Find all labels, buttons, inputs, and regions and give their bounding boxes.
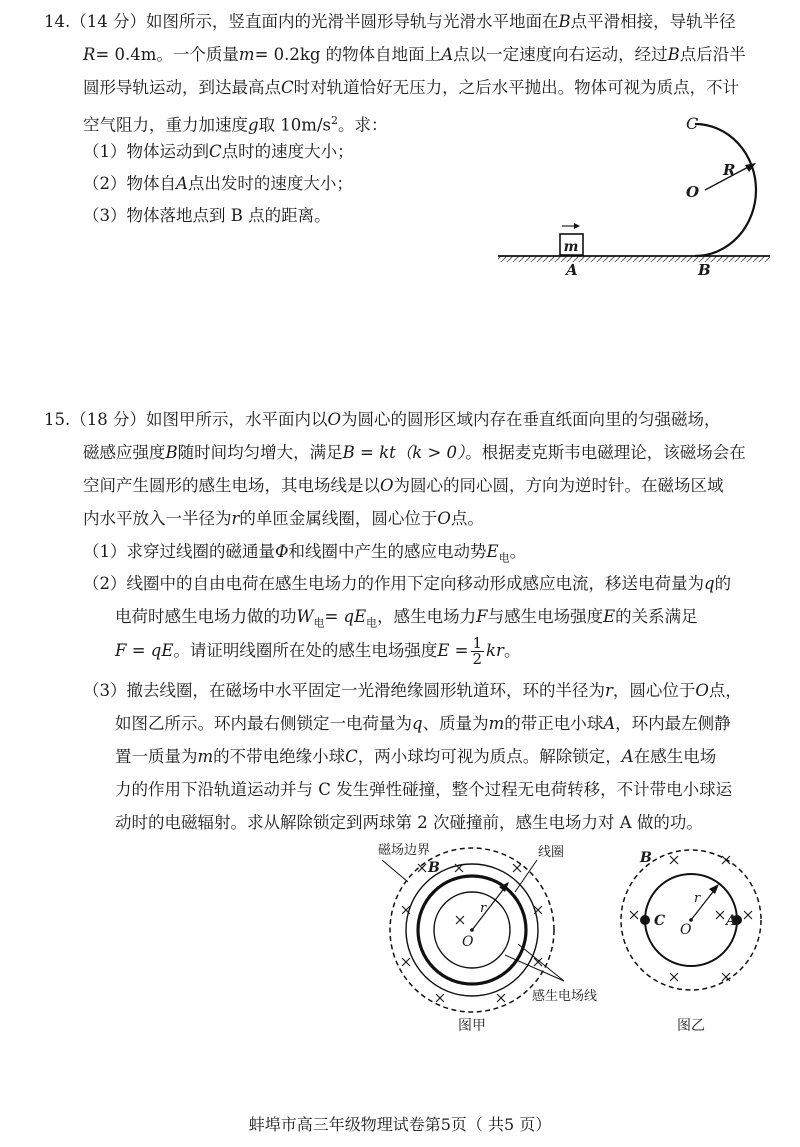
q15-var: O: [380, 476, 394, 495]
q15-var: E: [603, 607, 616, 626]
q15-text: 的: [714, 574, 732, 593]
q15-text: 电荷时感生电场力做的功: [115, 607, 297, 626]
q14-text: 时对轨道恰好无压力，之后水平抛出。物体可视为质点，不计: [293, 78, 740, 97]
q14-line-3: [83, 78, 739, 98]
q15-subscript: 电: [313, 616, 325, 630]
q15-text: 、质量为: [422, 714, 489, 733]
q14-text: 。求：: [337, 115, 388, 135]
q15-sub-2-line-1: [83, 574, 731, 594]
q15-var: O: [327, 410, 342, 429]
q14-line-4: [83, 111, 387, 136]
q14-var: g: [248, 115, 259, 135]
q15-text: 和线圈中产生的感应电动势: [288, 542, 487, 561]
q15-formula: E =: [437, 641, 469, 660]
q14-line-1: [44, 12, 736, 32]
q15-var: Φ: [275, 542, 289, 561]
q14-text: 点时的速度大小；: [221, 142, 354, 161]
q14-superscript: 2: [330, 114, 338, 127]
boundary-leader: [382, 860, 408, 882]
q15-text: ，感生电场力: [377, 607, 477, 626]
label-B: B: [698, 261, 711, 279]
q15-text: ，圆心位于: [612, 681, 696, 700]
q15-var: W: [296, 607, 314, 626]
q15-var: E: [486, 542, 499, 561]
q14-var: R: [83, 45, 96, 64]
q14-var: C: [209, 142, 222, 161]
q14-sub-3: （3）物体落地点到 B 点的距离。: [83, 206, 331, 225]
label-O-yi: O: [680, 922, 692, 938]
q14-sub-2: [83, 174, 353, 194]
q15-var: r: [231, 509, 240, 528]
q15-line-3: [83, 476, 724, 496]
fraction-numerator: 1: [472, 634, 483, 652]
ball-C: [640, 915, 650, 925]
q15-text: 的带正电小球: [504, 714, 604, 733]
q14-text: = 0.2kg 的物体自地面上: [254, 45, 442, 64]
q15-formula: F = qE: [115, 641, 174, 660]
q15-line-1: [44, 410, 721, 430]
q15-var: q: [412, 714, 423, 733]
q15-line-4: [83, 509, 484, 529]
q15-text: 点。: [450, 509, 484, 528]
label-C: C: [686, 114, 699, 133]
q15-subscript: 电: [366, 616, 378, 630]
caption-jia: 图甲: [458, 1018, 486, 1034]
q15-text: 在感生电场: [633, 747, 717, 766]
q15-text: 磁感应强度: [83, 443, 166, 462]
q14-text: 点以一定速度向右运动，经过: [453, 45, 668, 64]
q15-subscript: 电: [498, 551, 510, 565]
q15-formula: = qE: [324, 607, 367, 626]
velocity-arrowhead: [574, 223, 580, 229]
q15-text: 为圆心的同心圆，方向为逆时针。在磁场区域: [393, 476, 724, 495]
q15-var: C: [345, 747, 358, 766]
label-r-jia: r: [480, 901, 487, 916]
q15-formula: kr: [486, 641, 504, 660]
q15-text: 内水平放入一半径为: [83, 509, 232, 528]
q14-number: 14.: [44, 12, 71, 31]
caption-yi: 图乙: [677, 1018, 705, 1034]
coil-leader: [515, 860, 537, 892]
q15-var: m: [197, 747, 214, 766]
q14-text: 如图所示，竖直面内的光滑半圆形导轨与光滑水平地面在: [146, 12, 559, 31]
q15-text: 。: [509, 542, 527, 561]
q15-text: 如图甲所示，水平面内以: [146, 410, 328, 429]
q15-sub-3-line-5: 动时的电磁辐射。求从解除锁定到两球第 2 次碰撞前，感生电场力对 A 做的功。: [115, 813, 703, 832]
q15-sub-3-line-3: [115, 747, 716, 767]
q15-text: 置一质量为: [115, 747, 198, 766]
q15-text: 。: [503, 641, 521, 660]
q15-var: A: [603, 714, 616, 733]
label-O-jia: O: [462, 934, 474, 950]
q14-points: （14 分）: [70, 12, 146, 31]
q15-text: 随时间均匀增大，满足: [177, 443, 343, 462]
q14-var: A: [176, 174, 188, 193]
page-footer: 蚌埠市高三年级物理试卷第5页（ 共5 页）: [248, 1115, 552, 1134]
q15-var: F: [476, 607, 488, 626]
q15-sub-3-line-4: 力的作用下沿轨道运动并与 C 发生弹性碰撞，整个过程无电荷转移，不计带电小球运: [115, 780, 733, 799]
field-crosses: [402, 864, 542, 1002]
label-m: m: [563, 239, 579, 255]
q14-var: C: [281, 78, 294, 97]
q15-text: 。请证明线圈所在处的感生电场强度: [173, 641, 438, 660]
label-A: A: [566, 261, 578, 279]
q15-text: （1）求穿过线圈的磁通量: [83, 542, 275, 561]
label-C-yi: C: [654, 913, 666, 929]
label-r-yi: r: [694, 891, 701, 906]
q15-sub-1: [83, 542, 526, 568]
q15-sub-2-line-3: [115, 634, 520, 668]
q15-var: B: [165, 443, 178, 462]
label-field-lines: 感生电场线: [532, 989, 598, 1004]
fraction-denominator: 2: [472, 650, 483, 668]
q14-text: 点出发时的速度大小；: [187, 174, 353, 193]
q15-var: q: [704, 574, 715, 593]
q14-sub-1: [83, 142, 354, 162]
fraction-one-half: [471, 636, 485, 667]
q14-var: B: [667, 45, 680, 64]
q15-var: O: [695, 681, 709, 700]
q14-text: 取 10m/s: [258, 115, 331, 135]
q15-text: 的不带电绝缘小球: [213, 747, 346, 766]
q14-figure: [490, 105, 780, 285]
q14-text: = 0.4m。一个质量: [95, 45, 239, 64]
q14-text: 点平滑相接，导轨半径: [570, 12, 736, 31]
q14-var: A: [441, 45, 454, 64]
field-line-leader-1: [518, 944, 564, 981]
q15-text: 如图乙所示。环内最右侧锁定一电荷量为: [115, 714, 412, 733]
label-A-yi: A: [726, 913, 737, 929]
q15-number: 15.: [44, 410, 71, 429]
q15-text: 为圆心的圆形区域内存在垂直纸面向里的匀强磁场，: [341, 410, 721, 429]
q15-text: （2）线圈中的自由电荷在感生电场力的作用下定向移动形成感应电流，移送电荷量为: [83, 574, 704, 593]
semicircle-track: [695, 124, 756, 256]
q15-text: 。根据麦克斯韦电磁理论，该磁场会在: [465, 443, 746, 462]
q14-text: 空气阻力，重力加速度: [83, 115, 248, 135]
figure-yi: [606, 838, 776, 1038]
center-dot-jia: [470, 928, 474, 932]
q15-var: A: [621, 747, 634, 766]
q14-var: m: [238, 45, 255, 64]
q15-sub-3-line-2: [115, 714, 731, 734]
q15-text: 空间产生圆形的感生电场，其电场线是以: [83, 476, 380, 495]
q14-text: （2）物体自: [83, 174, 176, 193]
q14-line-2: [83, 45, 746, 65]
q15-line-2: [83, 443, 746, 463]
q15-var: m: [488, 714, 505, 733]
q15-points: （18 分）: [70, 410, 146, 429]
q15-sub-3-line-1: [83, 681, 742, 701]
q15-sub-2-line-2: [115, 607, 698, 633]
q15-text: ，环内最左侧静: [615, 714, 731, 733]
figure-jia: [372, 838, 598, 1038]
q14-text: （1）物体运动到: [83, 142, 209, 161]
label-O: O: [686, 183, 700, 201]
radius-arrowhead-yi: [709, 884, 719, 894]
q15-var: O: [437, 509, 451, 528]
q14-text: 点后沿半: [679, 45, 746, 64]
q15-text: 的关系满足: [615, 607, 698, 626]
label-B-jia: B: [428, 860, 440, 876]
q15-text: 的单匝金属线圈，圆心位于: [239, 509, 438, 528]
q15-var: r: [605, 681, 613, 700]
q15-text: 与感生电场强度: [487, 607, 604, 626]
label-B-yi: B: [640, 850, 652, 866]
label-coil: 线圈: [538, 845, 565, 860]
q15-text: 点，: [708, 681, 742, 700]
q14-var: B: [558, 12, 571, 31]
q15-text: ，两小球均可视为质点。解除锁定，: [357, 747, 622, 766]
label-boundary: 磁场边界: [378, 843, 431, 858]
label-R: R: [723, 161, 736, 179]
q14-text: 圆形导轨运动，到达最高点: [83, 78, 281, 97]
q15-formula: B = kt（k > 0）: [342, 443, 466, 462]
q15-text: （3）撤去线圈，在磁场中水平固定一光滑绝缘圆形轨道环，环的半径为: [83, 681, 605, 700]
